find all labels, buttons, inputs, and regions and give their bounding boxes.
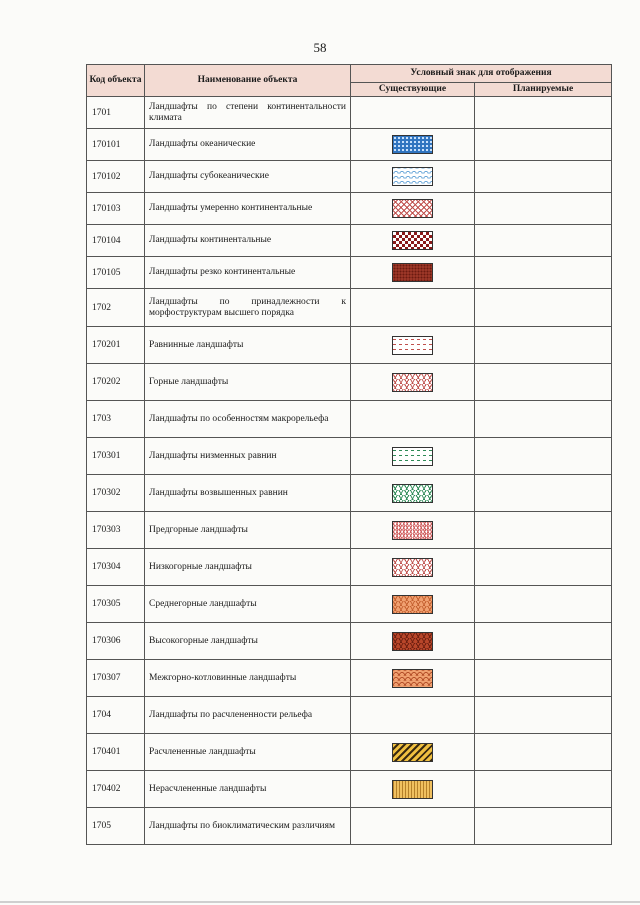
object-name: Среднегорные ландшафты [145, 586, 351, 623]
table-row [87, 364, 612, 401]
existing-symbol-cell [351, 401, 475, 438]
planned-symbol-cell [475, 549, 612, 586]
high-mountain-pattern-swatch [392, 632, 433, 651]
table-row [87, 660, 612, 697]
existing-symbol-cell [351, 623, 475, 660]
existing-symbol-cell [351, 161, 475, 193]
object-code: 170307 [87, 660, 145, 697]
table-row [87, 808, 612, 845]
page-number: 58 [313, 40, 327, 55]
existing-symbol-cell [351, 97, 475, 129]
table-row [87, 225, 612, 257]
undissected-pattern-swatch [392, 780, 433, 799]
object-name: Нерасчлененные ландшафты [145, 771, 351, 808]
object-code: 170201 [87, 327, 145, 364]
object-name: Межгорно-котловинные ландшафты [145, 660, 351, 697]
object-code: 170103 [87, 193, 145, 225]
object-name: Ландшафты умеренно континентальные [145, 193, 351, 225]
existing-symbol-cell [351, 771, 475, 808]
object-code: 170305 [87, 586, 145, 623]
table-row [87, 734, 612, 771]
table-row [87, 97, 612, 129]
object-name: Ландшафты возвышенных равнин [145, 475, 351, 512]
planned-symbol-cell [475, 475, 612, 512]
planned-symbol-cell [475, 225, 612, 257]
table-header [87, 65, 612, 97]
object-name: Ландшафты континентальные [145, 225, 351, 257]
intermountain-basin-pattern-swatch [392, 669, 433, 688]
table-row [87, 193, 612, 225]
object-code: 170302 [87, 475, 145, 512]
existing-symbol-cell [351, 808, 475, 845]
table-row [87, 161, 612, 193]
table-row [87, 549, 612, 586]
dissected-pattern-swatch [392, 743, 433, 762]
object-code: 170303 [87, 512, 145, 549]
object-name: Расчлененные ландшафты [145, 734, 351, 771]
planned-symbol-cell [475, 660, 612, 697]
object-code: 170102 [87, 161, 145, 193]
sharply-continental-pattern-swatch [392, 263, 433, 282]
object-code: 170401 [87, 734, 145, 771]
planned-symbol-cell [475, 289, 612, 327]
table-row [87, 512, 612, 549]
foothill-pattern-swatch [392, 521, 433, 540]
object-code: 170304 [87, 549, 145, 586]
object-name: Ландшафты по принадлежности к морфоструктурам высшего порядка [145, 289, 351, 327]
object-name: Ландшафты по расчлененности рельефа [145, 697, 351, 734]
object-code: 170105 [87, 257, 145, 289]
object-name: Ландшафты резко континентальные [145, 257, 351, 289]
existing-symbol-cell [351, 327, 475, 364]
object-code: 1704 [87, 697, 145, 734]
existing-symbol-cell [351, 193, 475, 225]
planned-symbol-cell [475, 808, 612, 845]
object-code: 1702 [87, 289, 145, 327]
existing-symbol-cell [351, 586, 475, 623]
existing-symbol-cell [351, 697, 475, 734]
elevated-plains-pattern-swatch [392, 484, 433, 503]
planned-symbol-cell [475, 97, 612, 129]
planned-symbol-cell [475, 697, 612, 734]
existing-symbol-cell [351, 549, 475, 586]
object-name: Низкогорные ландшафты [145, 549, 351, 586]
object-code: 1703 [87, 401, 145, 438]
planned-symbol-cell [475, 193, 612, 225]
oceanic-pattern-swatch [392, 135, 433, 154]
existing-symbol-cell [351, 475, 475, 512]
object-code: 170402 [87, 771, 145, 808]
suboceanic-pattern-swatch [392, 167, 433, 186]
table-row [87, 289, 612, 327]
table-row [87, 327, 612, 364]
mountain-pattern-swatch [392, 373, 433, 392]
header-name: Наименование объекта [145, 65, 351, 97]
existing-symbol-cell [351, 225, 475, 257]
table-row [87, 771, 612, 808]
planned-symbol-cell [475, 161, 612, 193]
object-name: Высокогорные ландшафты [145, 623, 351, 660]
page-bottom-edge [0, 901, 640, 903]
header-symbol-group: Условный знак для отображения [351, 65, 612, 83]
object-code: 1701 [87, 97, 145, 129]
object-name: Ландшафты по биоклиматическим различиям [145, 808, 351, 845]
planned-symbol-cell [475, 586, 612, 623]
planned-symbol-cell [475, 401, 612, 438]
table-row [87, 623, 612, 660]
object-name: Равнинные ландшафты [145, 327, 351, 364]
planned-symbol-cell [475, 623, 612, 660]
planned-symbol-cell [475, 129, 612, 161]
header-existing: Существующие [351, 83, 475, 97]
object-name: Горные ландшафты [145, 364, 351, 401]
existing-symbol-cell [351, 512, 475, 549]
moderate-continental-pattern-swatch [392, 199, 433, 218]
planned-symbol-cell [475, 327, 612, 364]
planned-symbol-cell [475, 257, 612, 289]
object-code: 170301 [87, 438, 145, 475]
table-row [87, 438, 612, 475]
object-code: 170306 [87, 623, 145, 660]
planned-symbol-cell [475, 438, 612, 475]
object-name: Ландшафты субокеанические [145, 161, 351, 193]
header-planned: Планируемые [475, 83, 612, 97]
planned-symbol-cell [475, 364, 612, 401]
table-row [87, 697, 612, 734]
existing-symbol-cell [351, 289, 475, 327]
existing-symbol-cell [351, 734, 475, 771]
low-mountain-pattern-swatch [392, 558, 433, 577]
planned-symbol-cell [475, 512, 612, 549]
object-code: 170101 [87, 129, 145, 161]
object-code: 1705 [87, 808, 145, 845]
plain-pattern-swatch [392, 336, 433, 355]
existing-symbol-cell [351, 257, 475, 289]
object-name: Ландшафты по степени континентальности климата [145, 97, 351, 129]
header-code: Код объекта [87, 65, 145, 97]
existing-symbol-cell [351, 660, 475, 697]
table-row [87, 586, 612, 623]
object-name: Ландшафты океанические [145, 129, 351, 161]
planned-symbol-cell [475, 734, 612, 771]
object-code: 170104 [87, 225, 145, 257]
legend-table [86, 64, 612, 845]
object-name: Ландшафты по особенностям макрорельефа [145, 401, 351, 438]
table-row [87, 129, 612, 161]
table-row [87, 257, 612, 289]
existing-symbol-cell [351, 129, 475, 161]
continental-pattern-swatch [392, 231, 433, 250]
table-row [87, 401, 612, 438]
object-name: Предгорные ландшафты [145, 512, 351, 549]
table-row [87, 475, 612, 512]
planned-symbol-cell [475, 771, 612, 808]
existing-symbol-cell [351, 364, 475, 401]
table-body [87, 97, 612, 845]
lowland-plains-pattern-swatch [392, 447, 433, 466]
object-name: Ландшафты низменных равнин [145, 438, 351, 475]
existing-symbol-cell [351, 438, 475, 475]
object-code: 170202 [87, 364, 145, 401]
mid-mountain-pattern-swatch [392, 595, 433, 614]
